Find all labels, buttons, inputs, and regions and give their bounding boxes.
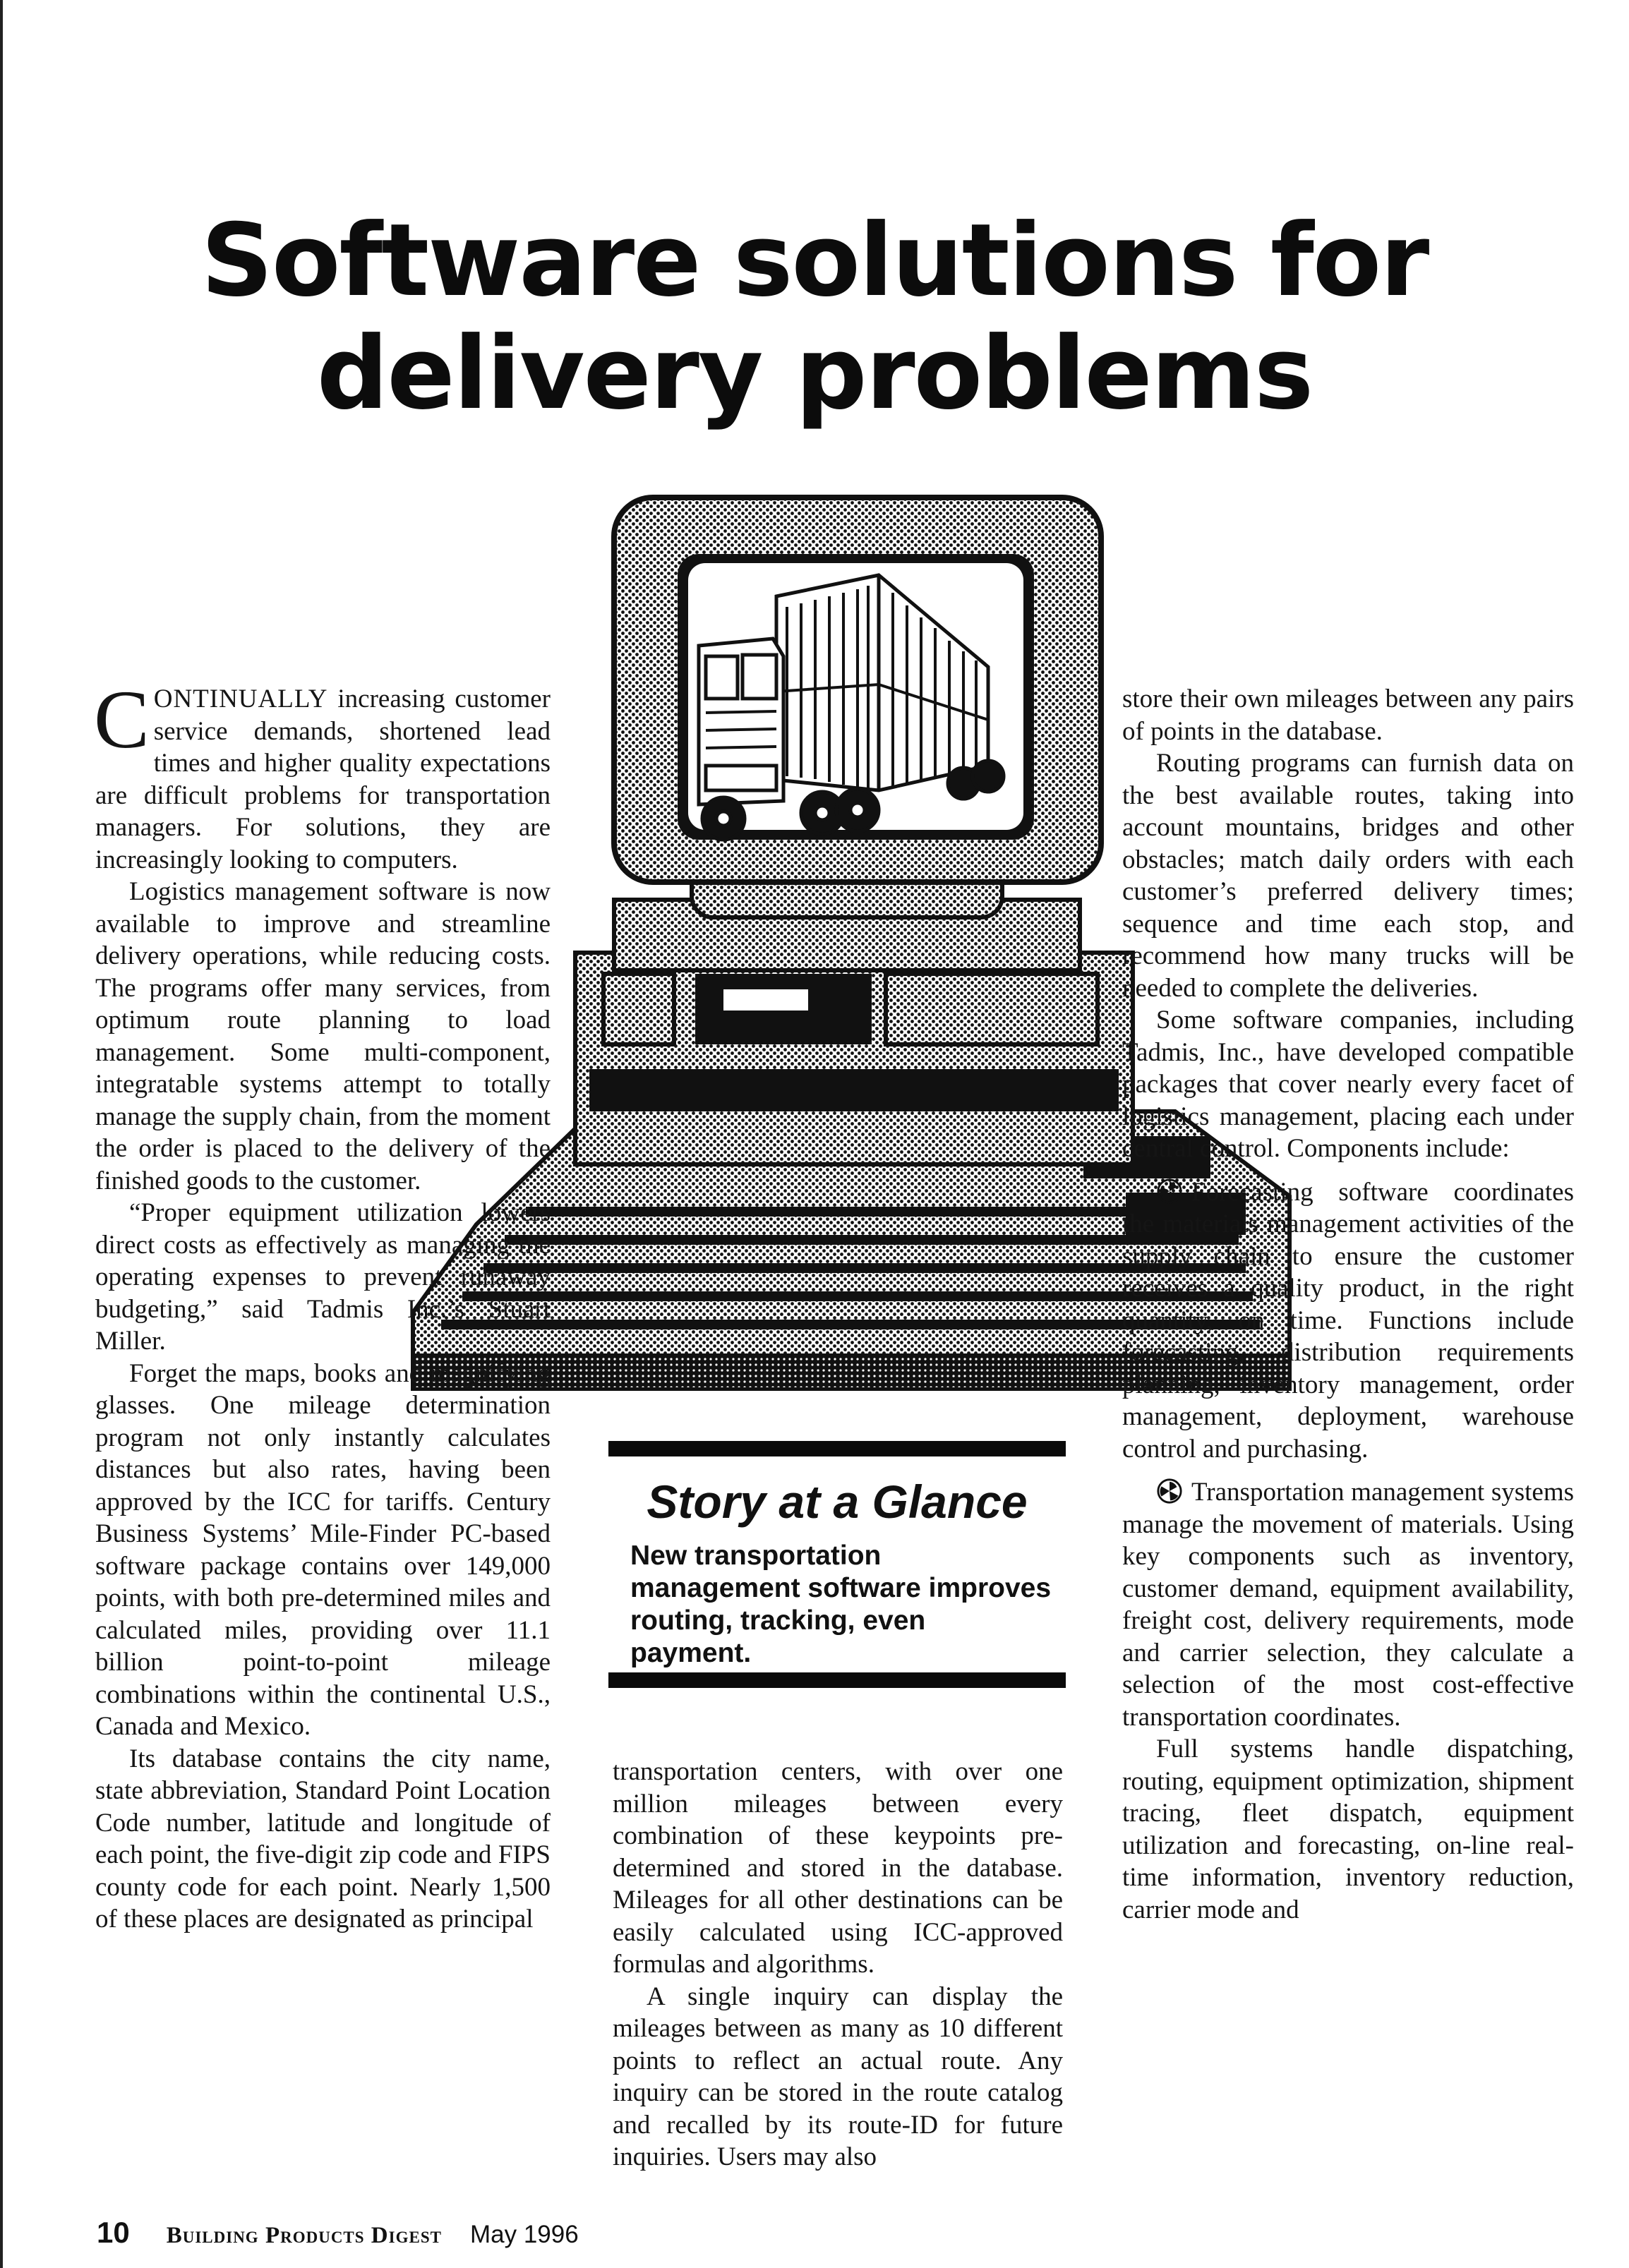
article-paragraph: Some software companies, including Tadmis, Inc., have developed compatible packages that cover nearly every facet of logistics management, placing each under central control. Components include: bbox=[1122, 1006, 1574, 1163]
article-paragraph: transportation centers, with over one million mileages between every combination of these keypoints pre-determined and stored in the database. Mileages for all other destinations can be easily calculated using ICC-approved formulas and algorithms. bbox=[613, 1757, 1063, 1979]
article-paragraph: Logistics management software is now available to improve and streamline delivery operations, while reducing costs. The programs offer many services, from optimum route planning to load management. Some multi-component, integratable systems attempt to totally manage the supply chain, from the moment the order is placed to the delivery of the finished goods to the customer. bbox=[95, 877, 551, 1195]
article-paragraph: Its database contains the city name, state abbreviation, Standard Point Location Code number, latitude and longitude of each point, the five-digit zip code and FIPS county code for each point. Nearly 1,500 of these places are designated as principal bbox=[95, 1744, 551, 1934]
story-box-top-rule bbox=[608, 1441, 1066, 1456]
publication-name: Building Products Digest bbox=[166, 2223, 442, 2248]
paragraph-text: increasing customer service demands, shortened lead times and higher quality expectations are difficult problems for transportation managers. For solutions, they are increasingly looking to computers. bbox=[95, 684, 551, 874]
headline-line-2: delivery problems bbox=[316, 315, 1313, 432]
article-paragraph: Full systems handle dispatching, routing, equipment optimization, shipment tracing, fleet dispatch, equipment utilization and forecasting, on-line real-time information, inventory reduction, carrier mode and bbox=[1122, 1735, 1574, 1924]
story-box-bottom-rule bbox=[608, 1672, 1066, 1688]
article-column-3 bbox=[1122, 683, 1574, 1926]
tri-blade-bullet-icon bbox=[1156, 1178, 1183, 1205]
story-box-heading: Story at a Glance bbox=[647, 1476, 1028, 1528]
drop-cap: C bbox=[94, 673, 150, 766]
story-box-summary: New transportation management software improves routing, tracking, even payment. bbox=[630, 1540, 1052, 1668]
article-paragraph bbox=[94, 673, 551, 876]
article-column-1 bbox=[94, 673, 551, 1936]
paragraph-text: Transportation management systems manage the movement of materials. Using key components such as inventory, customer demand, equipment availability, freight cost, delivery requirements, mode and carrier selection, they calculate a selection of the most cost-effective transportation coordinates. bbox=[1122, 1478, 1574, 1732]
page-footer bbox=[97, 2216, 579, 2250]
article-bullet-paragraph bbox=[1122, 1176, 1574, 1466]
lead-in-caps: ONTINUALLY bbox=[153, 684, 328, 713]
page-number: 10 bbox=[97, 2216, 130, 2249]
article-paragraph: store their own mileages between any pairs of points in the database. bbox=[1122, 684, 1574, 746]
paragraph-text: Forecasting software coordinates the materials management activities of the supply chain to ensure the customer receives a quality product, in the right quantity, on time. Functions include forecasting, distribution requirements planning, inventory management, order management, deployment, warehouse control and purchasing. bbox=[1122, 1177, 1574, 1464]
headline-line-1: Software solutions for bbox=[200, 203, 1429, 319]
tri-blade-bullet-icon bbox=[1156, 1478, 1183, 1504]
article-paragraph: Forget the maps, books and magnifying glasses. One mileage determination program not only instantly calculates distances but also rates, having been approved by the ICC for tariffs. Century Business Systems’ Mile-Finder PC-based software package contains over 149,000 points, with both pre-determined miles and calculated miles, providing over 11.1 billion point-to-point mileage combinations within the continental U.S., Canada and Mexico. bbox=[95, 1358, 551, 1741]
article-bullet-paragraph bbox=[1122, 1476, 1574, 1733]
article-paragraph: “Proper equipment utilization lowers direct costs as effectively as managing the operating expenses to prevent runaway budgeting,” said Tadmis Inc.’s Stuart Miller. bbox=[95, 1198, 551, 1356]
article-column-2 bbox=[613, 1756, 1063, 2173]
article-paragraph: A single inquiry can display the mileages between as many as 10 different points to reflect an actual route. Any inquiry can be stored in the route catalog and recalled by its route-ID for future inquiries. Users may also bbox=[613, 1982, 1063, 2171]
article-paragraph: Routing programs can furnish data on the best available routes, taking into account mountains, bridges and other obstacles; match daily orders with each customer’s preferred delivery times; sequence and time each stop, and recommend how many trucks will be needed to complete the deliveries. bbox=[1122, 749, 1574, 1003]
issue-date: May 1996 bbox=[469, 2221, 579, 2248]
